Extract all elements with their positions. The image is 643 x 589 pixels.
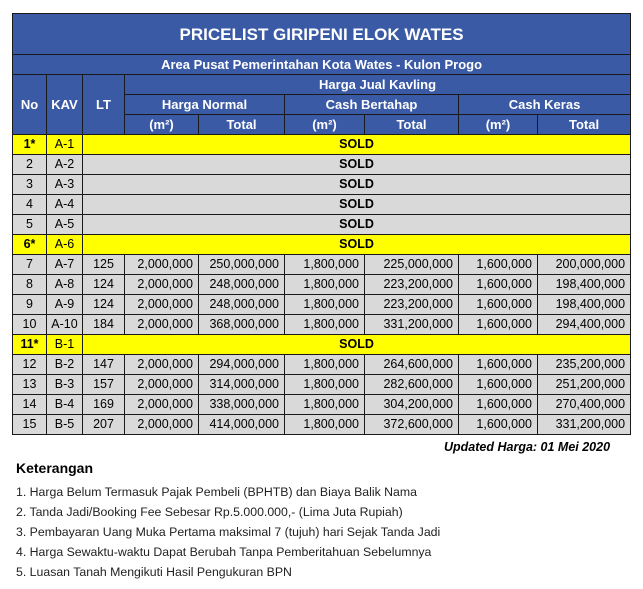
table-row [13, 235, 631, 255]
sold-label: SOLD [83, 135, 631, 155]
header-m2: (m²) [285, 115, 365, 135]
cell-lt: 184 [83, 315, 125, 335]
cell-cash-keras-m2: 1,600,000 [459, 355, 538, 375]
cell-cash-keras-m2: 1,600,000 [459, 255, 538, 275]
cell-cash-keras-m2: 1,600,000 [459, 295, 538, 315]
cell-harga-normal-total: 338,000,000 [199, 395, 285, 415]
page-subtitle: Area Pusat Pemerintahan Kota Wates - Kulon Progo [13, 55, 631, 75]
header-no: No [13, 75, 47, 135]
cell-kav: A-6 [47, 235, 83, 255]
cell-no: 11* [13, 335, 47, 355]
cell-harga-normal-m2: 2,000,000 [125, 395, 199, 415]
cell-cash-bertahap-total: 223,200,000 [365, 295, 459, 315]
cell-cash-bertahap-m2: 1,800,000 [285, 295, 365, 315]
cell-kav: B-3 [47, 375, 83, 395]
cell-kav: B-5 [47, 415, 83, 435]
note-item: 1. Harga Belum Termasuk Pajak Pembeli (BPHTB) dan Biaya Balik Nama [16, 485, 417, 499]
table-row [13, 295, 631, 315]
cell-cash-bertahap-m2: 1,800,000 [285, 375, 365, 395]
cell-no: 7 [13, 255, 47, 275]
page-title: PRICELIST GIRIPENI ELOK WATES [13, 14, 631, 55]
cell-no: 15 [13, 415, 47, 435]
cell-lt: 125 [83, 255, 125, 275]
cell-no: 5 [13, 215, 47, 235]
sold-label: SOLD [83, 195, 631, 215]
header-kav: KAV [47, 75, 83, 135]
cell-kav: B-2 [47, 355, 83, 375]
cell-cash-keras-m2: 1,600,000 [459, 375, 538, 395]
cell-cash-bertahap-total: 264,600,000 [365, 355, 459, 375]
note-item: 4. Harga Sewaktu-waktu Dapat Berubah Tanpa Pemberitahuan Sebelumnya [16, 545, 432, 559]
header-harga-jual: Harga Jual Kavling [125, 75, 631, 95]
cell-kav: A-10 [47, 315, 83, 335]
header-cash-keras: Cash Keras [459, 95, 631, 115]
table-row [13, 315, 631, 335]
table-row [13, 195, 631, 215]
cell-cash-keras-total: 270,400,000 [538, 395, 631, 415]
sold-label: SOLD [83, 215, 631, 235]
cell-cash-bertahap-total: 282,600,000 [365, 375, 459, 395]
updated-date: Updated Harga: 01 Mei 2020 [444, 440, 611, 454]
cell-no: 12 [13, 355, 47, 375]
cell-cash-keras-total: 294,400,000 [538, 315, 631, 335]
notes-section [16, 460, 440, 582]
note-item: 5. Luasan Tanah Mengikuti Hasil Pengukuran BPN [16, 565, 292, 579]
pricelist-container [12, 13, 631, 435]
cell-no: 3 [13, 175, 47, 195]
cell-no: 8 [13, 275, 47, 295]
cell-lt: 169 [83, 395, 125, 415]
header-m2: (m²) [125, 115, 199, 135]
cell-cash-keras-m2: 1,600,000 [459, 315, 538, 335]
header-m2: (m²) [459, 115, 538, 135]
cell-harga-normal-m2: 2,000,000 [125, 375, 199, 395]
sold-label: SOLD [83, 155, 631, 175]
header-cash-bertahap: Cash Bertahap [285, 95, 459, 115]
header-total: Total [365, 115, 459, 135]
cell-harga-normal-total: 294,000,000 [199, 355, 285, 375]
cell-harga-normal-m2: 2,000,000 [125, 255, 199, 275]
cell-harga-normal-m2: 2,000,000 [125, 295, 199, 315]
cell-cash-keras-m2: 1,600,000 [459, 275, 538, 295]
cell-kav: A-2 [47, 155, 83, 175]
header-total: Total [199, 115, 285, 135]
cell-kav: A-4 [47, 195, 83, 215]
sold-label: SOLD [83, 335, 631, 355]
cell-cash-bertahap-m2: 1,800,000 [285, 275, 365, 295]
cell-cash-keras-total: 198,400,000 [538, 295, 631, 315]
cell-cash-bertahap-total: 304,200,000 [365, 395, 459, 415]
table-row [13, 355, 631, 375]
table-row [13, 375, 631, 395]
cell-cash-keras-m2: 1,600,000 [459, 415, 538, 435]
cell-cash-keras-total: 251,200,000 [538, 375, 631, 395]
cell-harga-normal-total: 314,000,000 [199, 375, 285, 395]
table-row [13, 135, 631, 155]
table-row [13, 215, 631, 235]
table-row [13, 415, 631, 435]
cell-kav: B-4 [47, 395, 83, 415]
cell-cash-keras-total: 200,000,000 [538, 255, 631, 275]
cell-lt: 207 [83, 415, 125, 435]
cell-kav: A-9 [47, 295, 83, 315]
table-row [13, 275, 631, 295]
cell-cash-keras-m2: 1,600,000 [459, 395, 538, 415]
cell-cash-bertahap-total: 331,200,000 [365, 315, 459, 335]
cell-harga-normal-total: 248,000,000 [199, 295, 285, 315]
cell-harga-normal-total: 414,000,000 [199, 415, 285, 435]
table-row [13, 175, 631, 195]
cell-kav: A-8 [47, 275, 83, 295]
cell-kav: A-5 [47, 215, 83, 235]
cell-cash-bertahap-m2: 1,800,000 [285, 395, 365, 415]
cell-no: 6* [13, 235, 47, 255]
cell-no: 10 [13, 315, 47, 335]
cell-cash-bertahap-m2: 1,800,000 [285, 415, 365, 435]
note-item: 2. Tanda Jadi/Booking Fee Sebesar Rp.5.000.000,- (Lima Juta Rupiah) [16, 505, 403, 519]
cell-harga-normal-m2: 2,000,000 [125, 315, 199, 335]
cell-cash-keras-total: 198,400,000 [538, 275, 631, 295]
cell-cash-bertahap-total: 223,200,000 [365, 275, 459, 295]
cell-cash-bertahap-m2: 1,800,000 [285, 355, 365, 375]
cell-lt: 124 [83, 275, 125, 295]
notes-heading: Keterangan [16, 460, 94, 476]
table-row [13, 335, 631, 355]
cell-cash-keras-total: 235,200,000 [538, 355, 631, 375]
cell-lt: 157 [83, 375, 125, 395]
cell-lt: 124 [83, 295, 125, 315]
cell-kav: A-1 [47, 135, 83, 155]
cell-cash-keras-total: 331,200,000 [538, 415, 631, 435]
table-row [13, 155, 631, 175]
cell-no: 1* [13, 135, 47, 155]
header-total: Total [538, 115, 631, 135]
cell-harga-normal-total: 248,000,000 [199, 275, 285, 295]
cell-kav: A-7 [47, 255, 83, 275]
cell-kav: B-1 [47, 335, 83, 355]
cell-harga-normal-m2: 2,000,000 [125, 355, 199, 375]
table-row [13, 255, 631, 275]
header-harga-normal: Harga Normal [125, 95, 285, 115]
cell-cash-bertahap-total: 372,600,000 [365, 415, 459, 435]
cell-no: 9 [13, 295, 47, 315]
cell-harga-normal-total: 250,000,000 [199, 255, 285, 275]
cell-harga-normal-m2: 2,000,000 [125, 275, 199, 295]
table-row [13, 395, 631, 415]
cell-no: 14 [13, 395, 47, 415]
cell-harga-normal-total: 368,000,000 [199, 315, 285, 335]
sold-label: SOLD [83, 175, 631, 195]
note-item: 3. Pembayaran Uang Muka Pertama maksimal 7 (tujuh) hari Sejak Tanda Jadi [16, 525, 441, 539]
cell-no: 13 [13, 375, 47, 395]
sold-label: SOLD [83, 235, 631, 255]
cell-harga-normal-m2: 2,000,000 [125, 415, 199, 435]
cell-cash-bertahap-m2: 1,800,000 [285, 255, 365, 275]
header-lt: LT [83, 75, 125, 135]
cell-no: 4 [13, 195, 47, 215]
cell-cash-bertahap-m2: 1,800,000 [285, 315, 365, 335]
cell-lt: 147 [83, 355, 125, 375]
pricelist-table [12, 13, 631, 435]
cell-kav: A-3 [47, 175, 83, 195]
cell-cash-bertahap-total: 225,000,000 [365, 255, 459, 275]
cell-no: 2 [13, 155, 47, 175]
